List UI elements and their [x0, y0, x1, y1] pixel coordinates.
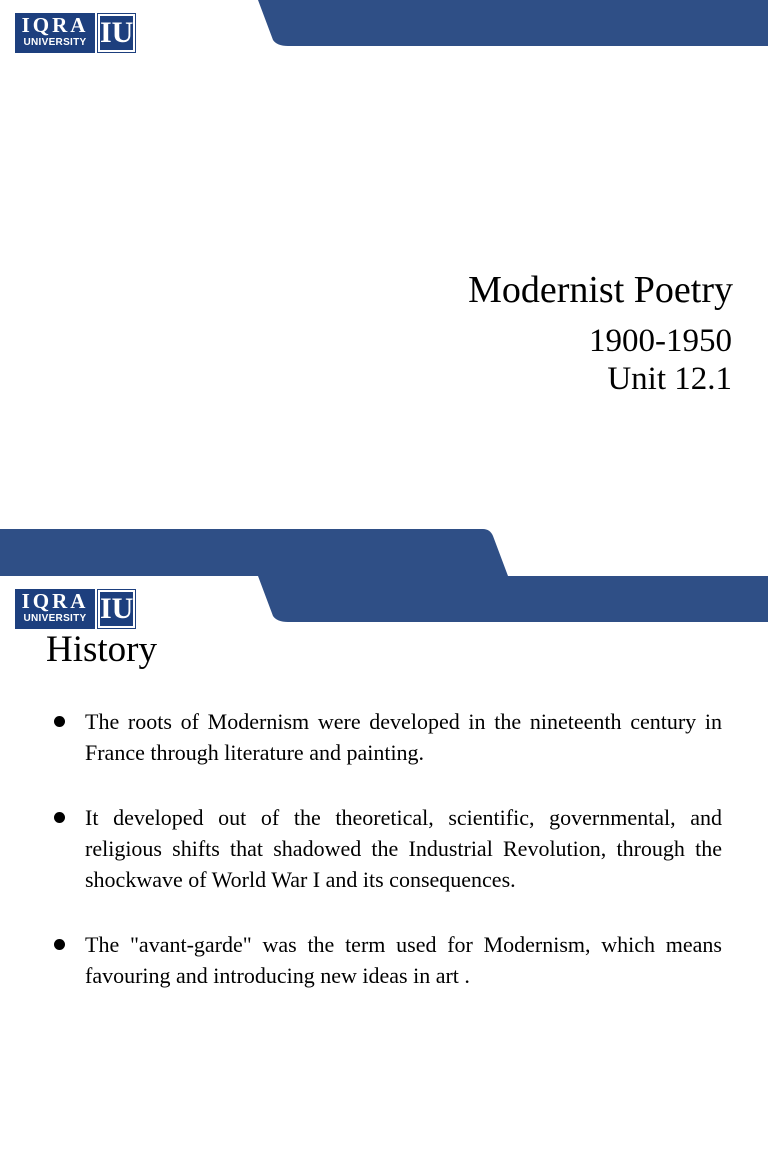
bullet-text: It developed out of the theoretical, scientific, governmental, and religious shifts that shadowed the Industrial Revolution, through the shockwave of World War I and its consequences.	[85, 805, 722, 892]
bullet-icon	[54, 939, 65, 950]
subtitle-unit: Unit 12.1	[607, 361, 732, 397]
logo-monogram: IU	[100, 16, 134, 49]
iqra-university-logo	[15, 13, 136, 53]
subtitle-years: 1900-1950	[589, 323, 732, 359]
bullet-text: The roots of Modernism were developed in the nineteenth century in France through literature and painting.	[85, 709, 722, 765]
logo-text-iqra: IQRA	[21, 589, 89, 613]
bullet-list	[52, 706, 722, 1025]
iqra-university-logo	[15, 589, 136, 629]
slide-title: Modernist Poetry	[468, 269, 733, 311]
logo-text-university: UNIVERSITY	[23, 613, 87, 624]
bottom-banner	[0, 529, 768, 576]
list-item	[52, 706, 722, 768]
logo-text-iqra: IQRA	[21, 13, 89, 37]
list-item	[52, 929, 722, 991]
slide-title: History	[46, 629, 157, 670]
bullet-icon	[54, 812, 65, 823]
slide-subtitle	[589, 322, 732, 398]
list-item	[52, 802, 722, 895]
bullet-text: The "avant-garde" was the term used for Modernism, which means favouring and introducing new ideas in art .	[85, 932, 722, 988]
logo-text-university: UNIVERSITY	[23, 37, 87, 48]
bullet-icon	[54, 716, 65, 727]
logo-monogram: IU	[100, 592, 134, 625]
history-slide	[0, 576, 768, 1152]
